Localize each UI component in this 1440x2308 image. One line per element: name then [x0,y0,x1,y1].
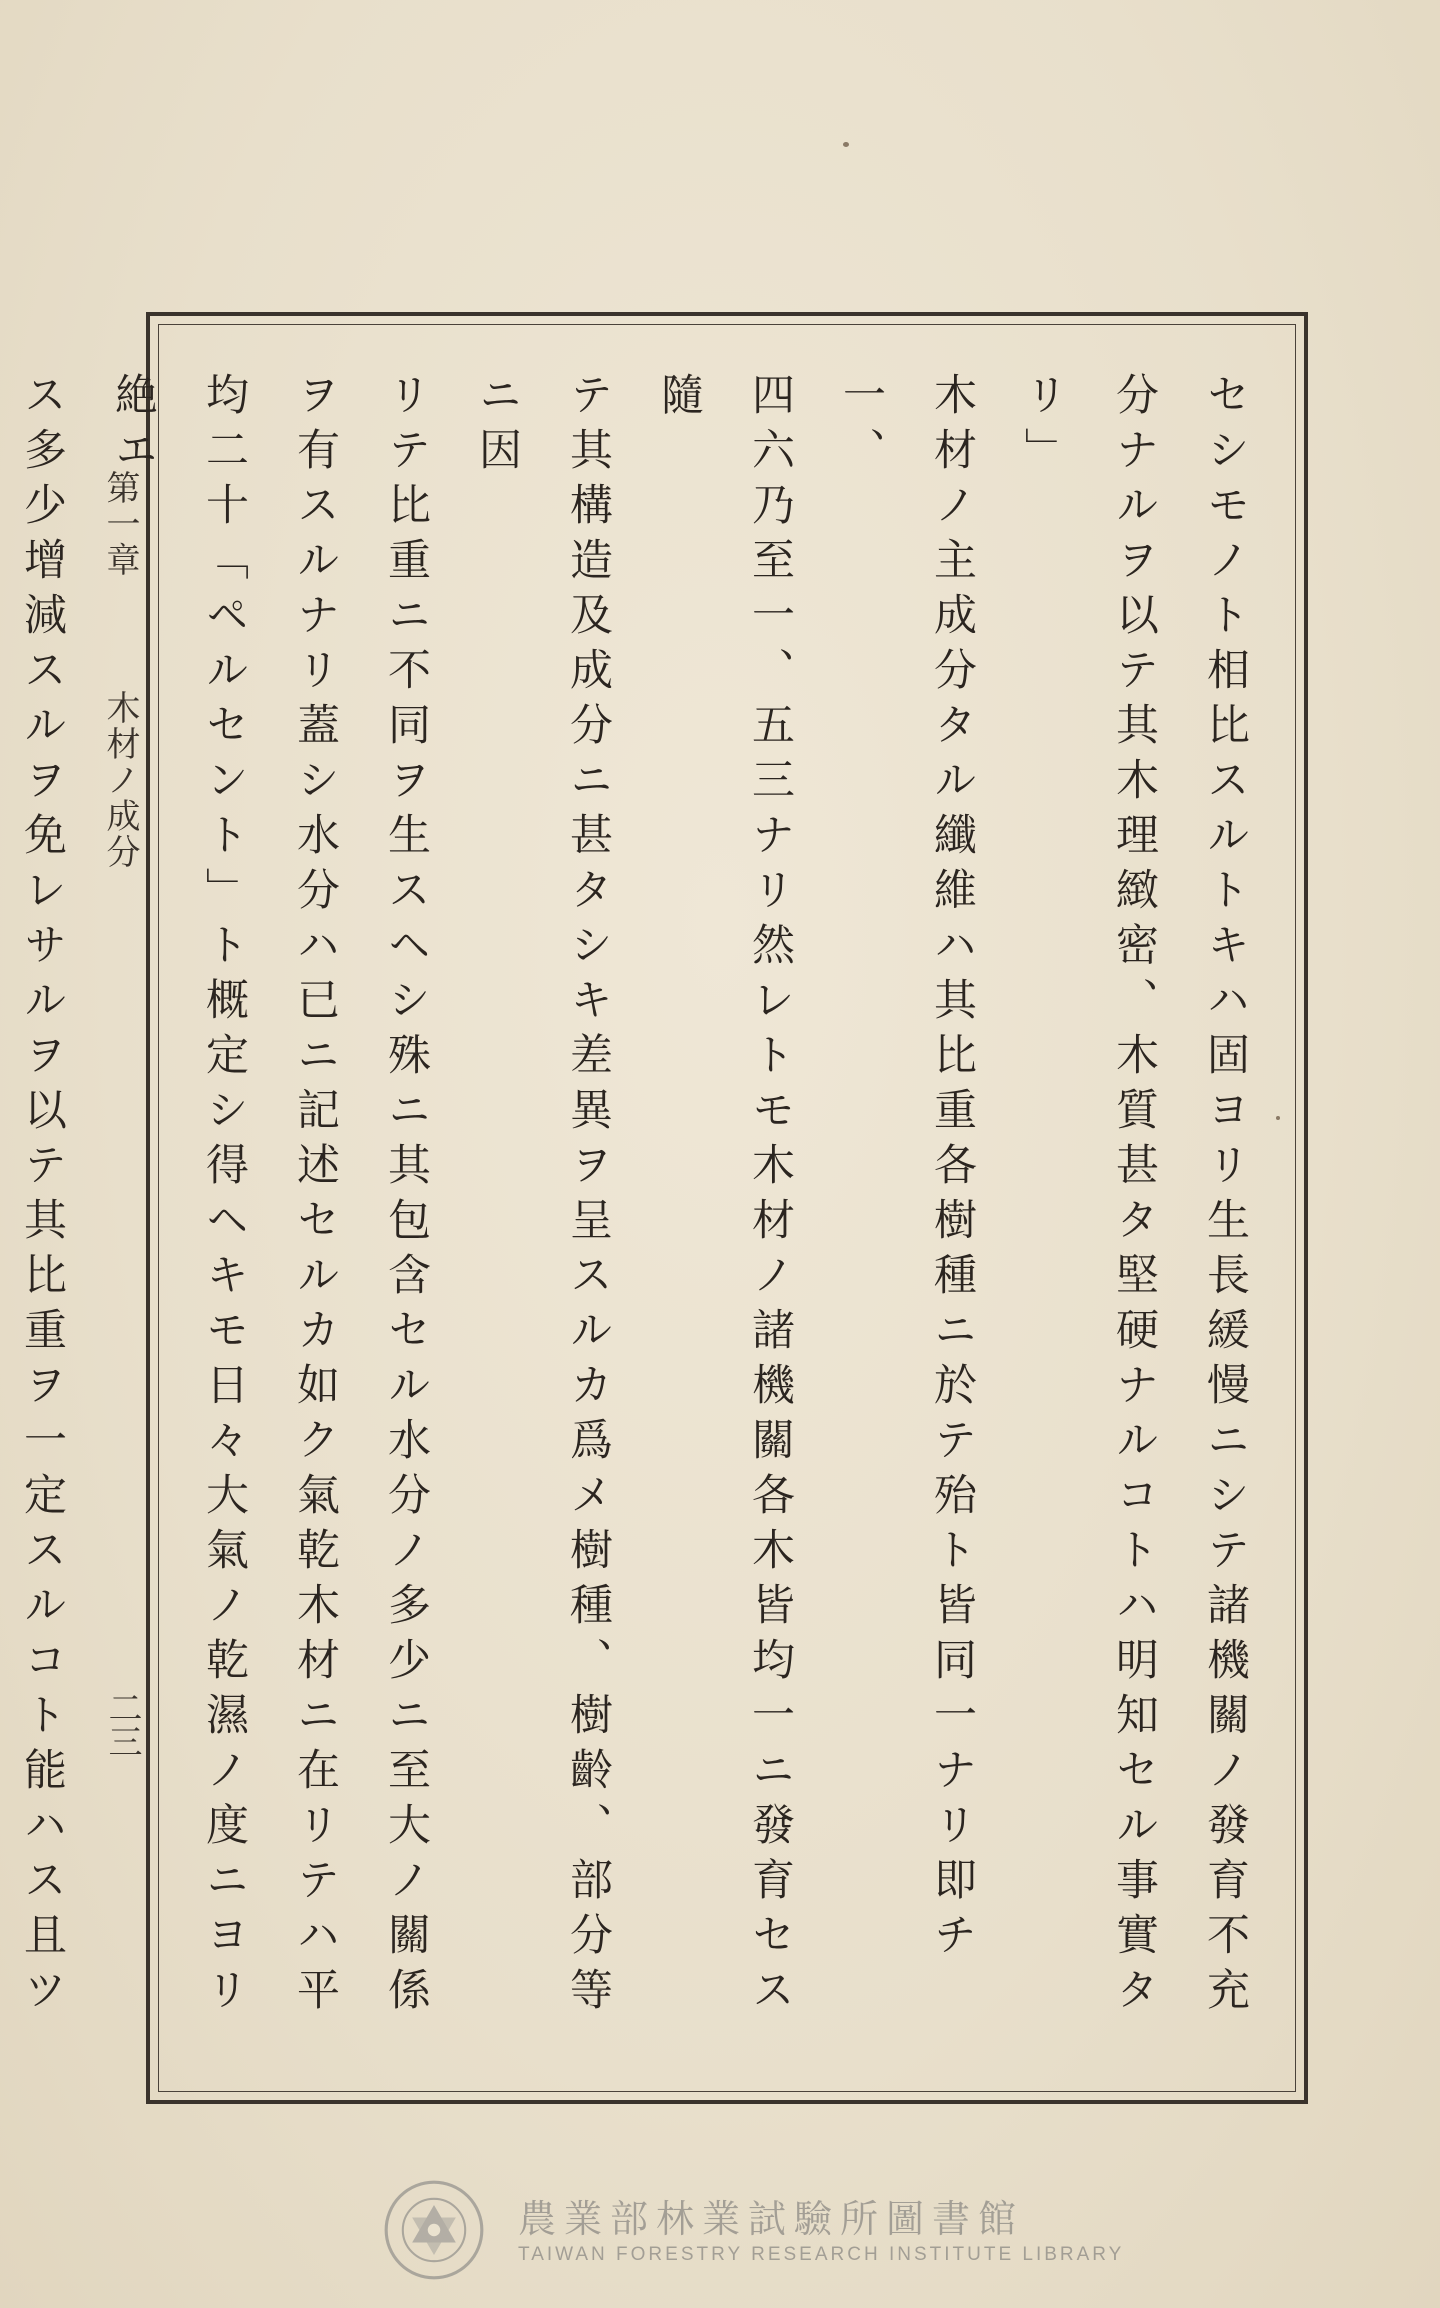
page-number: 二三 [102,1690,142,1758]
watermark-english-text: TAIWAN FORESTRY RESEARCH INSTITUTE LIBRARY [518,2244,1125,2265]
text-line: ス多少增減スルヲ免レサルヲ以テ其比重ヲ一定スルコト能ハス且ツ [17,372,67,2022]
text-line: 木材ノ主成分タル纖維ハ其比重各樹種ニ於テ殆ト皆同一ナリ即チ一、 [836,372,977,1967]
text-line: 均二十「ペルセント」ト概定シ得ヘキモ日々大氣ノ乾濕ノ度ニヨリ絶エ [108,372,249,2022]
text-line: 分ナルヲ以テ其木理緻密、木質甚タ堅硬ナルコトハ明知セル事實タリ」 [1018,372,1159,2022]
paper-speck [843,142,849,147]
watermark-chinese-text: 農業部林業試驗所圖書館 [518,2197,1025,2241]
text-line: 四六乃至一、五三ナリ然レトモ木材ノ諸機關各木皆均一ニ發育セス隨 [654,372,795,2022]
chapter-label: 第一章 [100,470,140,578]
library-seal-icon [382,2178,486,2282]
library-watermark [370,2178,1125,2288]
text-line: テ其構造及成分ニ甚タシキ差異ヲ呈スルカ爲メ樹種、樹齡、部分等ニ因 [472,372,613,2022]
text-line: リテ比重ニ不同ヲ生スヘシ殊ニ其包含セル水分ノ多少ニ至大ノ關係 [381,372,431,2022]
text-line: ヲ有スルナリ蓋シ水分ハ已ニ記述セルカ如ク氣乾木材ニ在リテハ平 [290,372,340,2022]
text-line: セシモノト相比スルトキハ固ヨリ生長緩慢ニシテ諸機關ノ發育不充 [1200,372,1250,2022]
section-title: 木材ノ成分 [100,690,140,870]
